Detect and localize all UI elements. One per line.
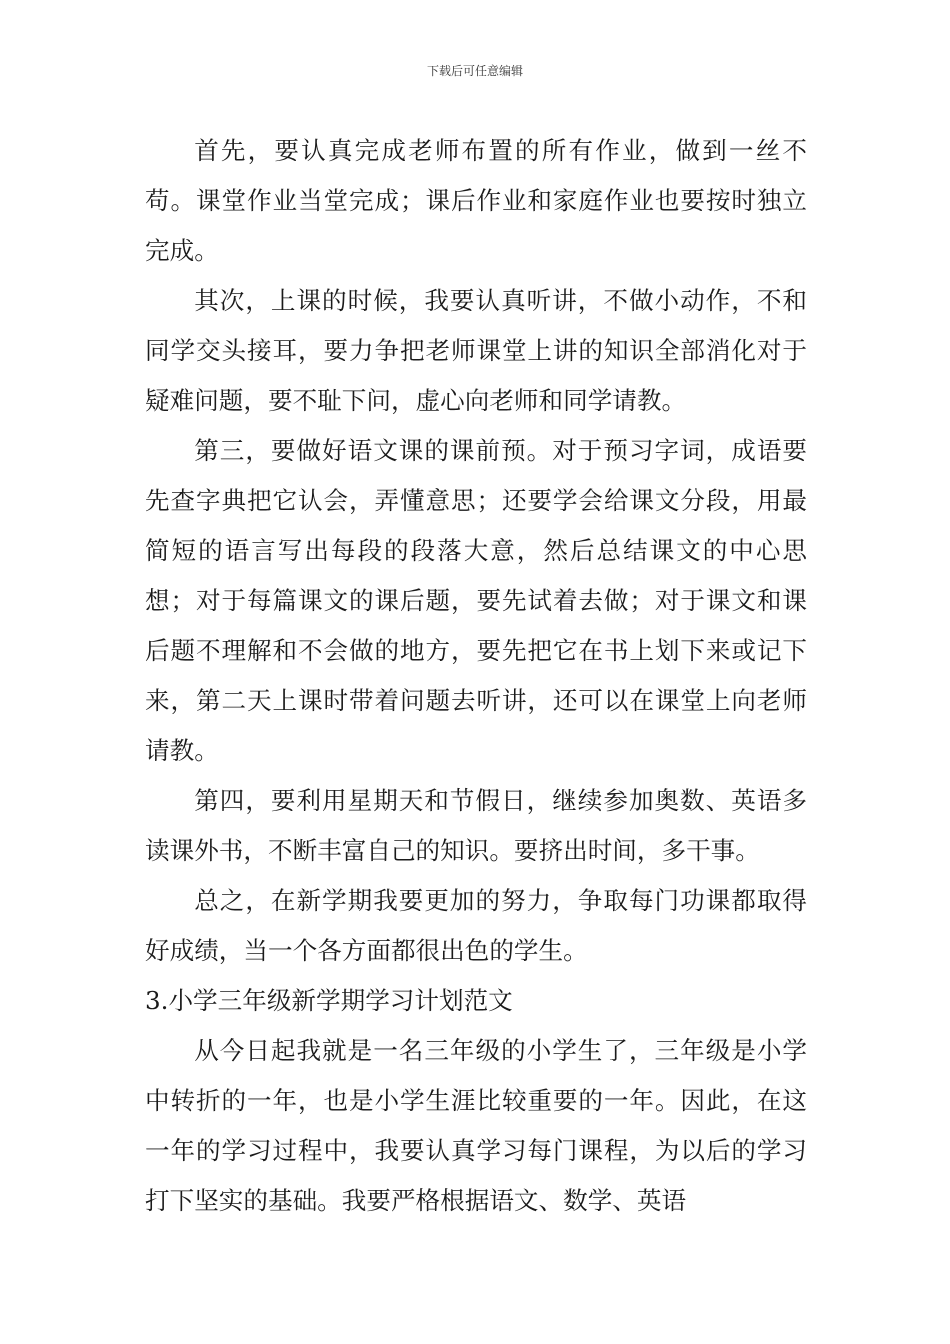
- paragraph-homework: 首先，要认真完成老师布置的所有作业，做到一丝不苟。课堂作业当堂完成；课后作业和家庭作业也要按时独立完成。: [145, 136, 807, 265]
- paragraph-preview: 第三，要做好语文课的课前预。对于预习字词，成语要先查字典把它认会，弄懂意思；还要学会给课文分段，用最简短的语言写出每段的段落大意，然后总结课文的中心思想；对于每篇课文的课后题，要先试着去做；对于课文和课后题不理解和不会做的地方，要先把它在书上划下来或记下来，第二天上课时带着问题去听讲，还可以在课堂上向老师请教。: [145, 436, 807, 765]
- paragraph-listening: 其次，上课的时候，我要认真听讲，不做小动作，不和同学交头接耳，要力争把老师课堂上讲的知识全部消化对于疑难问题，要不耻下问，虚心向老师和同学请教。: [145, 286, 807, 415]
- paragraph-conclusion: 总之，在新学期我要更加的努力，争取每门功课都取得好成绩，当一个各方面都很出色的学生。: [145, 886, 807, 965]
- section-paragraph: 从今日起我就是一名三年级的小学生了，三年级是小学中转折的一年，也是小学生涯比较重要的一年。因此，在这一年的学习过程中，我要认真学习每门课程，为以后的学习打下坚实的基础。我要严格根据语文、数学、英语: [145, 1036, 807, 1215]
- section-heading: 3.小学三年级新学期学习计划范文: [145, 986, 513, 1015]
- document-body: [145, 126, 807, 1226]
- paragraph-holidays: 第四，要利用星期天和节假日，继续参加奥数、英语多读课外书，不断丰富自己的知识。要挤出时间，多干事。: [145, 786, 807, 865]
- page-header: 下载后可任意编辑: [426, 64, 523, 78]
